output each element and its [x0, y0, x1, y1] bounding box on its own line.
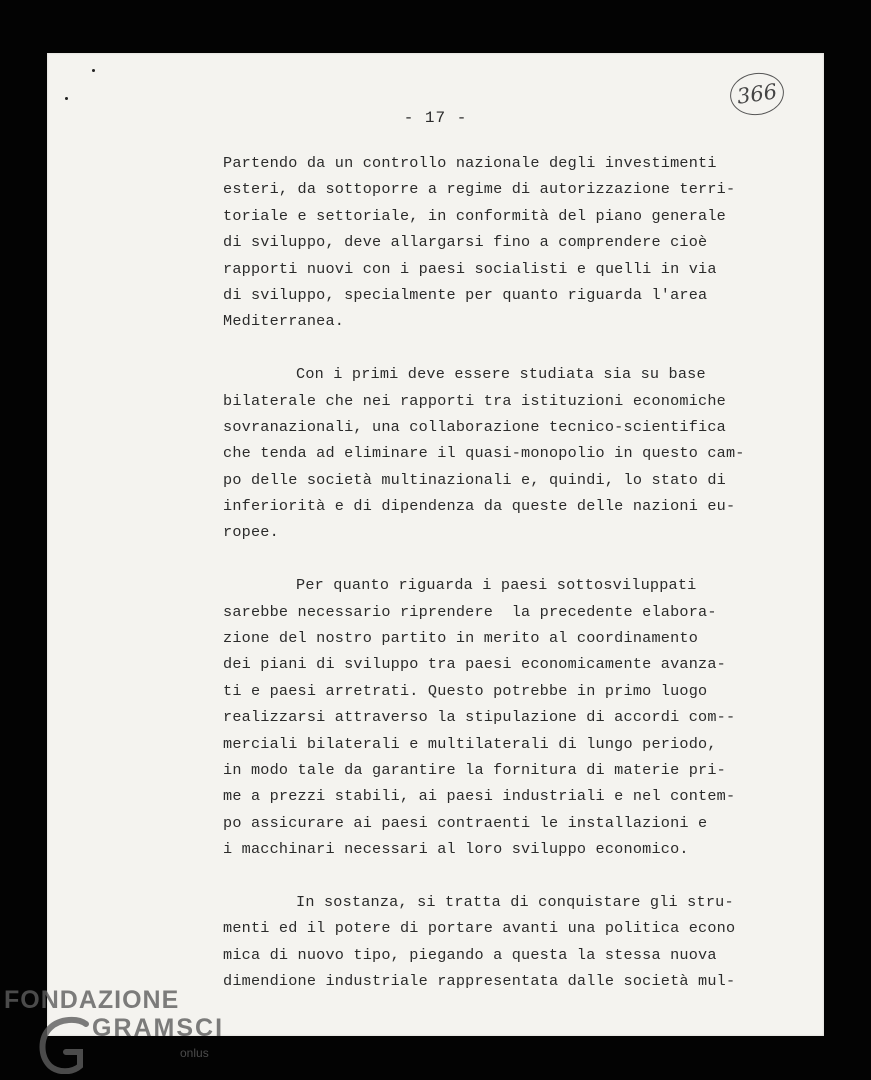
text-line: Partendo da un controllo nazionale degli investimenti [223, 154, 717, 172]
text-line: ti e paesi arretrati. Questo potrebbe in primo luogo [223, 681, 708, 700]
text-line: me a prezzi stabili, ai paesi industriali e nel contem- [223, 787, 736, 806]
text-line: toriale e settoriale, in conformità del piano generale [223, 206, 726, 225]
text-line: esteri, da sottoporre a regime di autorizzazione terri- [223, 180, 736, 199]
speck-mark [65, 97, 68, 100]
paragraph-gap [223, 546, 783, 572]
text-line: mica di nuovo tipo, piegando a questa la stessa nuova [223, 945, 717, 964]
text-line: rapporti nuovi con i paesi socialisti e quelli in via [223, 259, 717, 278]
text-line: inferiorità e di dipendenza da queste delle nazioni eu- [223, 497, 736, 516]
text-line: menti ed il potere di portare avanti una politica econo [223, 919, 736, 938]
text-line: bilaterale che nei rapporti tra istituzioni economiche [223, 391, 726, 410]
watermark-suffix: onlus [180, 1046, 209, 1060]
watermark-line2: GRAMSCI [92, 1014, 225, 1042]
gramsci-logo-icon [38, 1016, 98, 1074]
text-line: Per quanto riguarda i paesi sottosviluppati [296, 576, 697, 595]
paragraph-gap [223, 863, 783, 889]
archive-number-stamp: 366 [727, 69, 786, 118]
text-line: realizzarsi attraverso la stipulazione di accordi com-- [223, 708, 736, 727]
text-line: di sviluppo, specialmente per quanto riguarda l'area [223, 285, 708, 304]
page-number: - 17 - [403, 109, 468, 127]
document-page [47, 53, 824, 1036]
watermark-line1: FONDAZIONE [4, 986, 180, 1014]
text-line: i macchinari necessari al loro sviluppo economico. [223, 840, 689, 859]
text-line: ropee. [223, 523, 279, 542]
text-line: in modo tale da garantire la fornitura di materie pri- [223, 760, 726, 779]
speck-mark [92, 69, 95, 72]
text-line: dimendione industriale rappresentata dalle società mul- [223, 972, 736, 991]
text-line: In sostanza, si tratta di conquistare gli stru- [296, 892, 734, 911]
text-line: Con i primi deve essere studiata sia su base [296, 365, 706, 384]
fondazione-gramsci-watermark [4, 986, 224, 1076]
text-line: sarebbe necessario riprendere la precedente elabora- [223, 602, 717, 621]
text-line: Mediterranea. [223, 312, 345, 331]
paragraph-gap [223, 335, 783, 361]
text-line: po assicurare ai paesi contraenti le installazioni e [223, 813, 708, 832]
text-line: merciali bilaterali e multilaterali di lungo periodo, [223, 734, 717, 753]
text-line: po delle società multinazionali e, quindi, lo stato di [223, 470, 726, 489]
body-text [223, 150, 783, 995]
text-line: zione del nostro partito in merito al coordinamento [223, 629, 699, 648]
text-line: che tenda ad eliminare il quasi-monopolio in questo cam- [223, 444, 745, 463]
text-line: sovranazionali, una collaborazione tecnico-scientifica [223, 417, 726, 436]
text-line: dei piani di sviluppo tra paesi economicamente avanza- [223, 655, 726, 674]
text-line: di sviluppo, deve allargarsi fino a comprendere cioè [223, 233, 708, 252]
